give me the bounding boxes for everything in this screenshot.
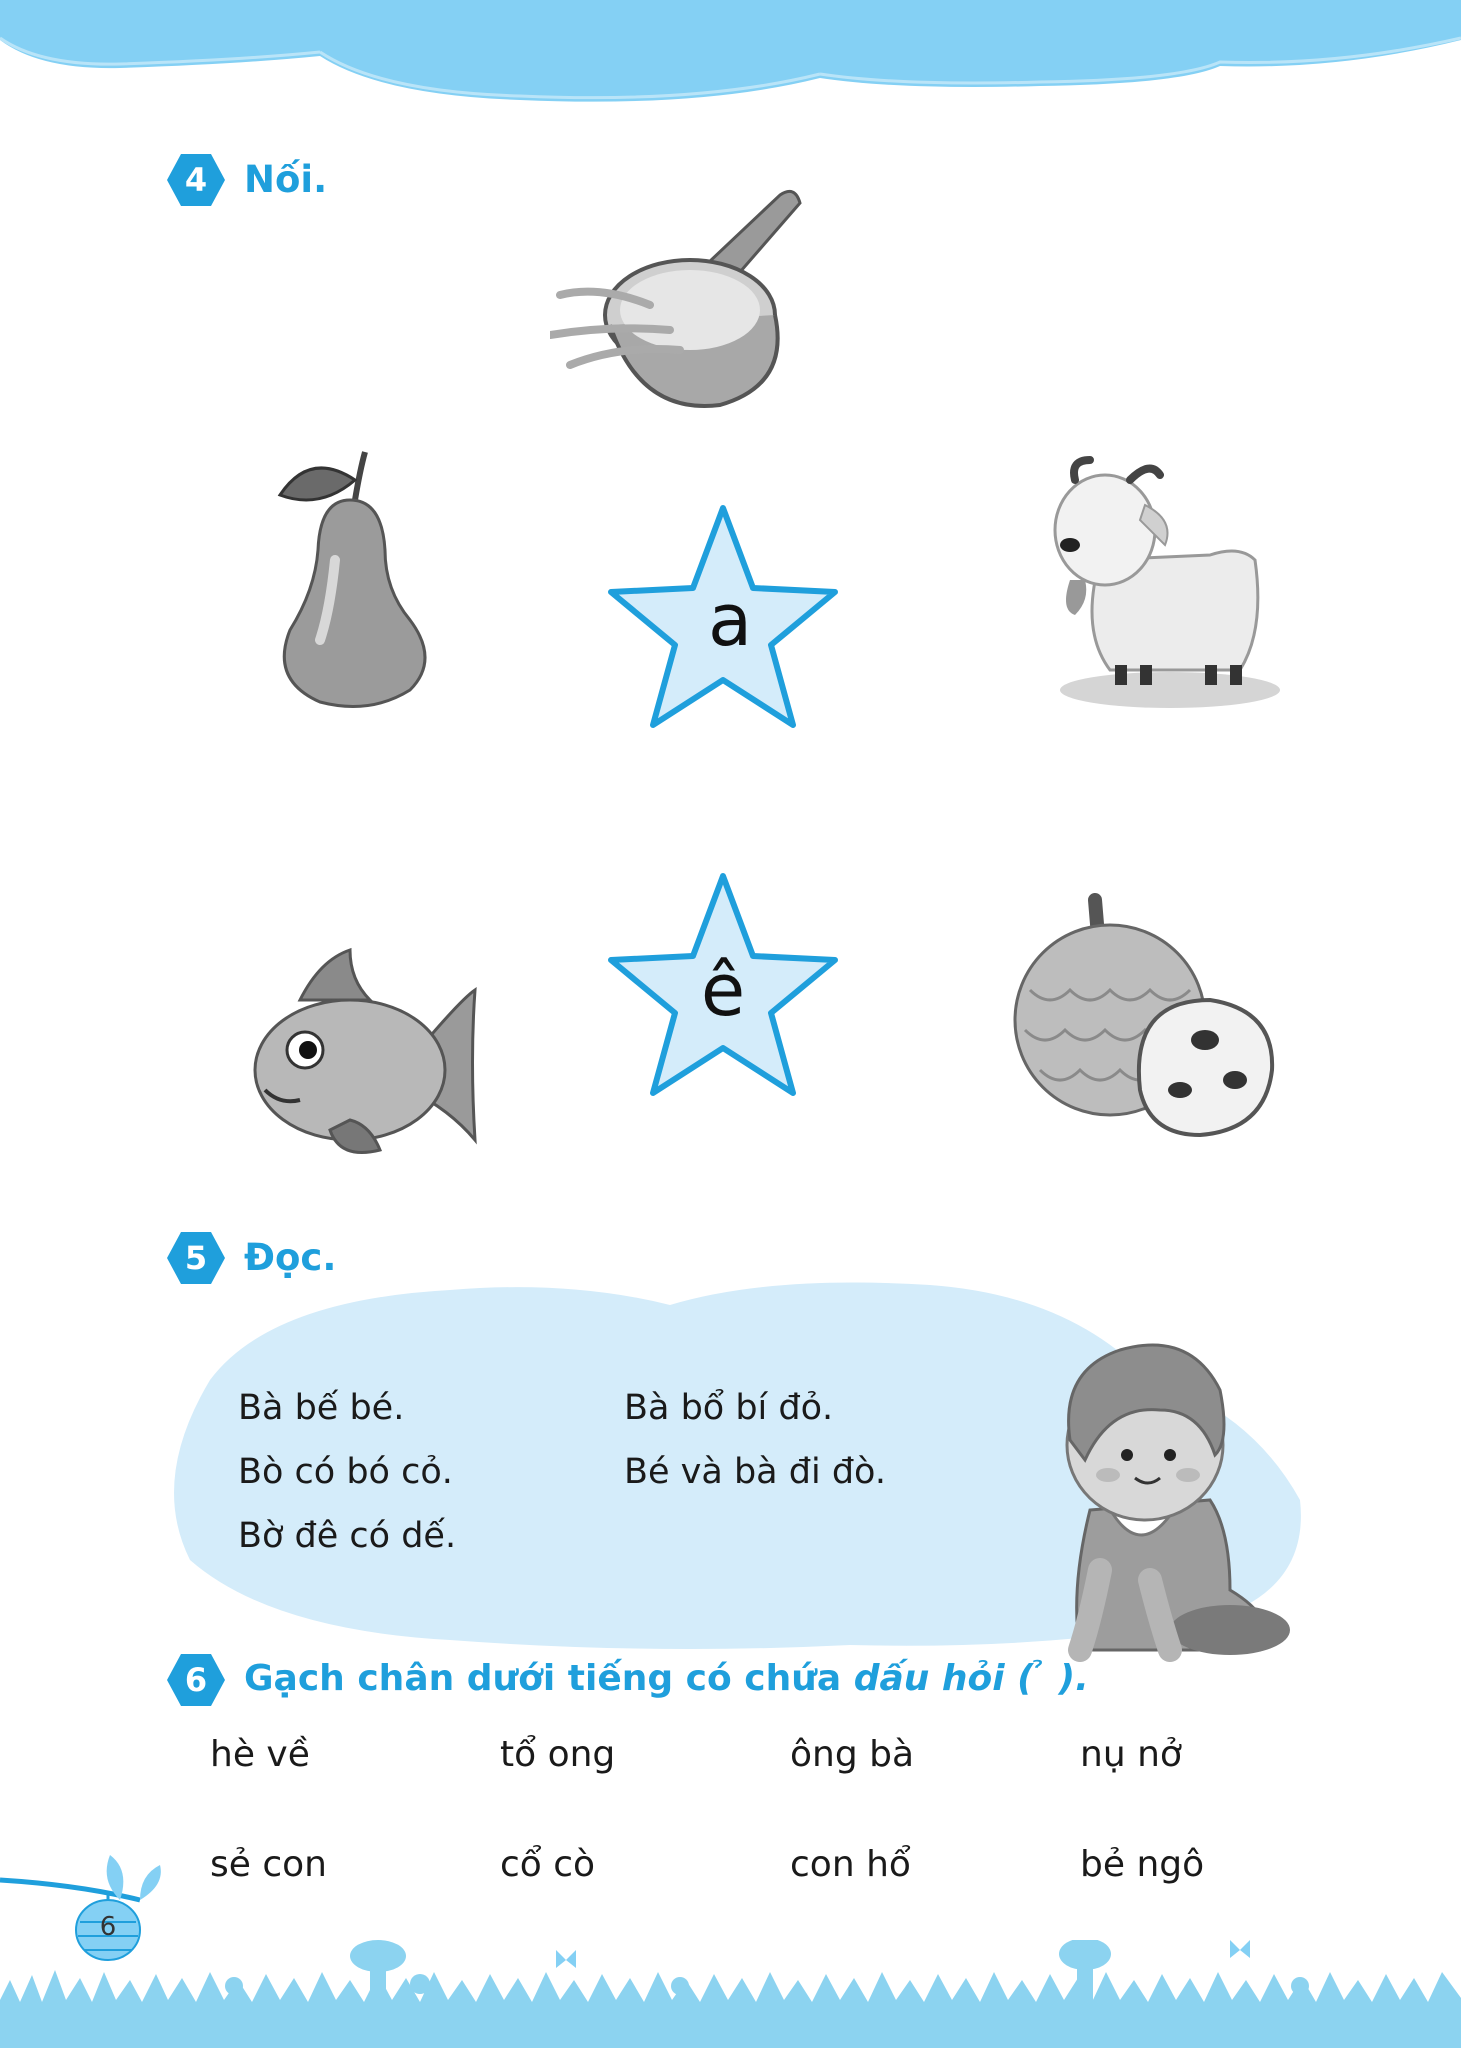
exercise-4-number: 4 (184, 161, 208, 199)
exercise-5-number: 5 (184, 1239, 208, 1277)
word-item[interactable]: ông bà (790, 1734, 915, 1775)
word-item[interactable]: cổ cò (500, 1844, 596, 1885)
reading-line: Bé và bà đi đò. (624, 1452, 886, 1492)
baby-image (1030, 1330, 1300, 1670)
fish-image[interactable] (240, 940, 480, 1170)
butterfly-icon (556, 1950, 576, 1968)
word-item[interactable]: hè về (210, 1734, 310, 1775)
word-item[interactable]: tổ ong (500, 1734, 616, 1775)
exercise-5-title: Đọc. (244, 1236, 337, 1279)
strainer-image[interactable] (550, 185, 850, 415)
exercise-6-number: 6 (184, 1661, 208, 1699)
word-item[interactable]: con hổ (790, 1844, 911, 1885)
goat-image[interactable] (1040, 450, 1280, 720)
page-number: 6 (99, 1912, 117, 1942)
reading-line: Bò có bó cỏ. (238, 1452, 453, 1492)
custard-apple-image[interactable] (1010, 890, 1280, 1140)
reading-line: Bờ đê có dế. (238, 1516, 457, 1556)
reading-line: Bà bế bé. (238, 1388, 405, 1428)
sky-banner (0, 0, 1461, 120)
grass-footer (0, 1940, 1461, 2048)
exercise-6-title (244, 1658, 1089, 1699)
star-letter-e-circumflex[interactable]: ê (700, 948, 746, 1032)
exercise-6-title-italic: dấu hỏi ( ̉ ). (853, 1658, 1089, 1699)
reading-line: Bà bổ bí đỏ. (624, 1388, 834, 1428)
word-item[interactable]: sẻ con (210, 1844, 327, 1885)
word-item[interactable]: bẻ ngô (1080, 1844, 1205, 1885)
exercise-6-title-plain: Gạch chân dưới tiếng có chứa (244, 1658, 854, 1699)
butterfly-icon (1230, 1940, 1250, 1958)
word-item[interactable]: nụ nở (1080, 1734, 1182, 1775)
exercise-4-title: Nối. (244, 158, 328, 201)
pear-image[interactable] (260, 440, 440, 710)
star-letter-a[interactable]: a (707, 578, 753, 662)
